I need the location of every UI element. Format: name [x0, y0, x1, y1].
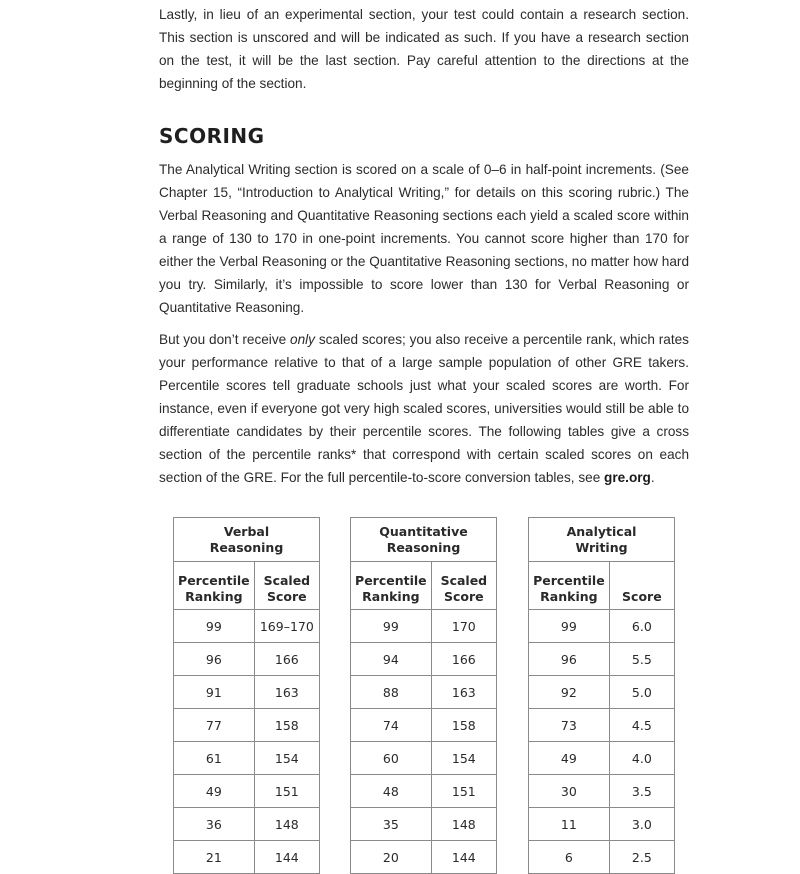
score-cell: 4.5 — [609, 709, 674, 742]
score-cell: 5.5 — [609, 643, 674, 676]
score-cell: 154 — [254, 742, 319, 775]
analytical-writing-table — [528, 517, 675, 874]
percentile-cell: 99 — [351, 610, 432, 643]
score-cell: 169–170 — [254, 610, 319, 643]
table-row — [351, 808, 497, 841]
scoring-paragraph-1: The Analytical Writing section is scored on a scale of 0–6 in half-point increments. (See Chapter 15, “Introduction to Analytical Writing,” for details on this scoring rubric.) The Verbal Reasoning and Quantitative Reasoning sections each yield a scaled score within a range of 130 to 170 in one-point increments. You cannot score higher than 170 for either the Verbal Reasoning or the Quantitative Reasoning sections, no matter how hard you try. Similarly, it’s impossible to score lower than 130 for Verbal Reasoning or Quantitative Reasoning. — [159, 162, 689, 315]
table-row — [529, 841, 675, 874]
table-row — [529, 643, 675, 676]
table-row — [174, 643, 320, 676]
score-cell: 148 — [431, 808, 496, 841]
percentile-cell: 49 — [174, 775, 255, 808]
scaled-score-header: Scaled Score — [431, 562, 496, 610]
percentile-cell: 91 — [174, 676, 255, 709]
percentile-cell: 74 — [351, 709, 432, 742]
scoring-paragraph-2-end: . — [650, 470, 655, 485]
score-cell: 5.0 — [609, 676, 674, 709]
scaled-score-header: Scaled Score — [254, 562, 319, 610]
score-cell: 158 — [254, 709, 319, 742]
score-header: Score — [609, 562, 674, 610]
table-title: Verbal Reasoning — [174, 518, 320, 562]
table-row — [351, 775, 497, 808]
table-row — [529, 676, 675, 709]
score-cell: 3.0 — [609, 808, 674, 841]
percentile-cell: 61 — [174, 742, 255, 775]
score-cell: 3.5 — [609, 775, 674, 808]
score-cell: 151 — [254, 775, 319, 808]
gre-org-reference: gre.org — [604, 470, 651, 485]
percentile-cell: 35 — [351, 808, 432, 841]
percentile-cell: 73 — [529, 709, 610, 742]
score-cell: 144 — [431, 841, 496, 874]
table-row — [174, 808, 320, 841]
percentile-cell: 21 — [174, 841, 255, 874]
scoring-heading: SCORING — [159, 124, 265, 148]
percentile-cell: 77 — [174, 709, 255, 742]
scoring-paragraph-2 — [159, 328, 689, 489]
score-cell: 158 — [431, 709, 496, 742]
percentile-cell: 99 — [529, 610, 610, 643]
table-row — [529, 775, 675, 808]
percentile-ranking-header: Percentile Ranking — [174, 562, 255, 610]
scoring-paragraph-2-emphasis: only — [290, 332, 315, 347]
score-cell: 144 — [254, 841, 319, 874]
percentile-cell: 92 — [529, 676, 610, 709]
percentile-cell: 96 — [529, 643, 610, 676]
table-row — [174, 742, 320, 775]
percentile-cell: 49 — [529, 742, 610, 775]
research-section-paragraph: Lastly, in lieu of an experimental section, your test could contain a research section. This section is unscored and will be indicated as such. If you have a research section on the test, it will be the last section. Pay careful attention to the directions at the beginning of the section. — [159, 7, 689, 91]
table-row — [174, 676, 320, 709]
table-row — [174, 841, 320, 874]
score-cell: 163 — [254, 676, 319, 709]
score-cell: 166 — [431, 643, 496, 676]
score-cell: 6.0 — [609, 610, 674, 643]
table-row — [351, 709, 497, 742]
percentile-ranking-header: Percentile Ranking — [529, 562, 610, 610]
percentile-cell: 30 — [529, 775, 610, 808]
percentile-cell: 36 — [174, 808, 255, 841]
percentile-cell: 88 — [351, 676, 432, 709]
table-row — [174, 775, 320, 808]
table-row — [351, 610, 497, 643]
score-cell: 154 — [431, 742, 496, 775]
percentile-cell: 11 — [529, 808, 610, 841]
table-row — [174, 709, 320, 742]
table-row — [529, 709, 675, 742]
percentile-ranking-header: Percentile Ranking — [351, 562, 432, 610]
table-row — [529, 742, 675, 775]
score-cell: 148 — [254, 808, 319, 841]
table-row — [529, 610, 675, 643]
table-row — [351, 676, 497, 709]
table-row — [351, 841, 497, 874]
percentile-cell: 48 — [351, 775, 432, 808]
percentile-cell: 96 — [174, 643, 255, 676]
quantitative-reasoning-table — [350, 517, 497, 874]
scoring-paragraph-2-lead: But you don’t receive — [159, 332, 291, 347]
table-title: Quantitative Reasoning — [351, 518, 497, 562]
percentile-cell: 6 — [529, 841, 610, 874]
table-row — [351, 742, 497, 775]
scoring-paragraph-2-middle: scaled scores; you also receive a percentile rank, which rates your performance relative to that of a large sample population of other GRE takers. Percentile scores tell graduate schools just what your scaled scores are worth. For instance, even if everyone got very high scaled scores, universities would still be able to differentiate candidates by their percentile scores. The following tables give a cross section of the percentile ranks* that correspond with certain scaled scores on each section of the GRE. For the full percentile-to-score conversion tables, see — [159, 332, 689, 485]
score-cell: 2.5 — [609, 841, 674, 874]
score-cell: 151 — [431, 775, 496, 808]
verbal-reasoning-table — [173, 517, 320, 874]
score-cell: 170 — [431, 610, 496, 643]
score-cell: 163 — [431, 676, 496, 709]
percentile-cell: 94 — [351, 643, 432, 676]
table-title: Analytical Writing — [529, 518, 675, 562]
percentile-cell: 20 — [351, 841, 432, 874]
table-row — [174, 610, 320, 643]
percentile-cell: 60 — [351, 742, 432, 775]
score-cell: 4.0 — [609, 742, 674, 775]
percentile-cell: 99 — [174, 610, 255, 643]
table-row — [351, 643, 497, 676]
table-row — [529, 808, 675, 841]
score-cell: 166 — [254, 643, 319, 676]
